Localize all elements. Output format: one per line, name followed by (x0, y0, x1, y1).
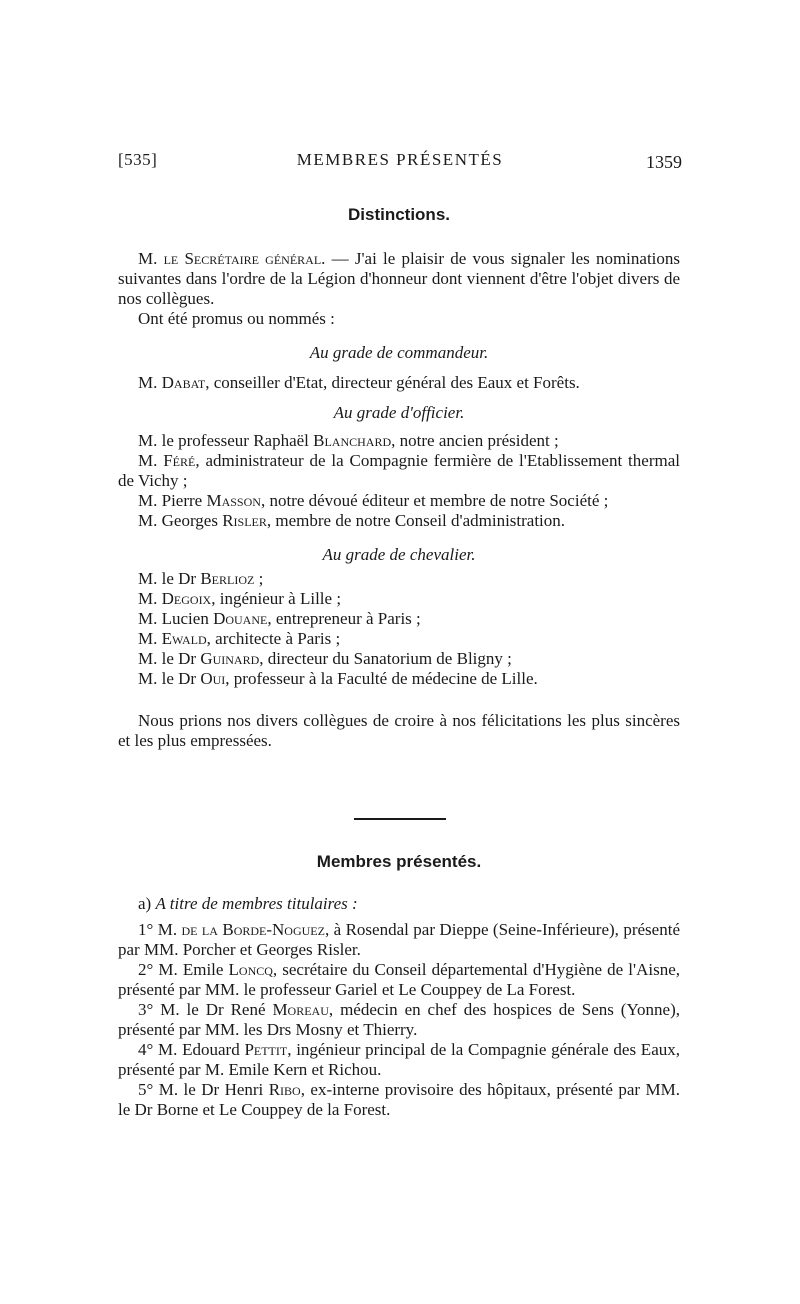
list-item: 4° M. Edouard Pettit, ingénieur principal de la Compagnie générale des Eaux, présenté par M. Emile Kern et Richou. (118, 1040, 680, 1079)
running-header (118, 150, 682, 174)
distinctions-title: Distinctions. (347, 205, 450, 224)
section-divider (354, 818, 446, 820)
list-item: M. Dabat, conseiller d'Etat, directeur général des Eaux et Forêts. (138, 373, 580, 392)
running-title: MEMBRES PRÉSENTÉS (296, 150, 504, 169)
list-item: M. Georges Risler, membre de notre Conseil d'administration. (138, 511, 566, 530)
members-section (118, 852, 680, 1120)
intro-text: — J'ai le plaisir de vous signaler les nominations suivantes dans l'ordre de la Légion d'honneur dont viennent d'être l'objet divers de nos collègues. (118, 249, 680, 308)
list-item: 1° M. de la Borde-Noguez, à Rosendal par Dieppe (Seine-Inférieure), présenté par MM. Porcher et Georges Risler. (118, 920, 680, 959)
list-item: M. le professeur Raphaël Blanchard, notre ancien président ; (138, 431, 559, 450)
list-item: 5° M. le Dr Henri Ribo, ex-interne provisoire des hôpitaux, présenté par MM. le Dr Borne et Le Couppey de la Forest. (118, 1080, 681, 1119)
members-title: Membres présentés. (316, 852, 482, 871)
commander-heading: Au grade de commandeur. (309, 343, 489, 362)
members-subheading: a) A titre de membres titulaires : (138, 894, 358, 913)
list-item: M. Pierre Masson, notre dévoué éditeur et membre de notre Société ; (138, 491, 609, 510)
page-reference: [535] (118, 150, 158, 169)
closing-paragraph: Nous prions nos divers collègues de croire à nos félicitations les plus sincères et les plus empressées. (118, 711, 680, 750)
officer-heading: Au grade d'officier. (333, 403, 465, 422)
list-item: M. Féré, administrateur de la Compagnie fermière de l'Etablissement thermal de Vichy ; (118, 451, 680, 490)
list-item: M. Degoix, ingénieur à Lille ; (138, 589, 342, 608)
speaker-prefix: M. (138, 249, 164, 268)
promoted-line: Ont été promus ou nommés : (138, 309, 335, 328)
list-item: M. le Dr Guinard, directeur du Sanatorium de Bligny ; (138, 649, 512, 668)
knight-heading: Au grade de chevalier. (322, 545, 476, 564)
list-item: 2° M. Emile Loncq, secrétaire du Conseil départemental d'Hygiène de l'Aisne, présenté par MM. le professeur Gariel et Le Couppey de La Forest. (118, 960, 680, 999)
list-item: 3° M. le Dr René Moreau, médecin en chef des hospices de Sens (Yonne), présenté par MM. les Drs Mosny et Thierry. (118, 1000, 680, 1039)
speaker-name: le Secrétaire général. (163, 249, 326, 268)
list-item: M. le Dr Berlioz ; (138, 569, 264, 588)
list-item: M. Ewald, architecte à Paris ; (138, 629, 341, 648)
distinctions-section (118, 205, 680, 751)
list-item: M. Lucien Douane, entrepreneur à Paris ; (138, 609, 421, 628)
page-number: 1359 (646, 152, 682, 172)
intro-paragraph (118, 249, 680, 309)
list-item: M. le Dr Oui, professeur à la Faculté de médecine de Lille. (138, 669, 538, 688)
